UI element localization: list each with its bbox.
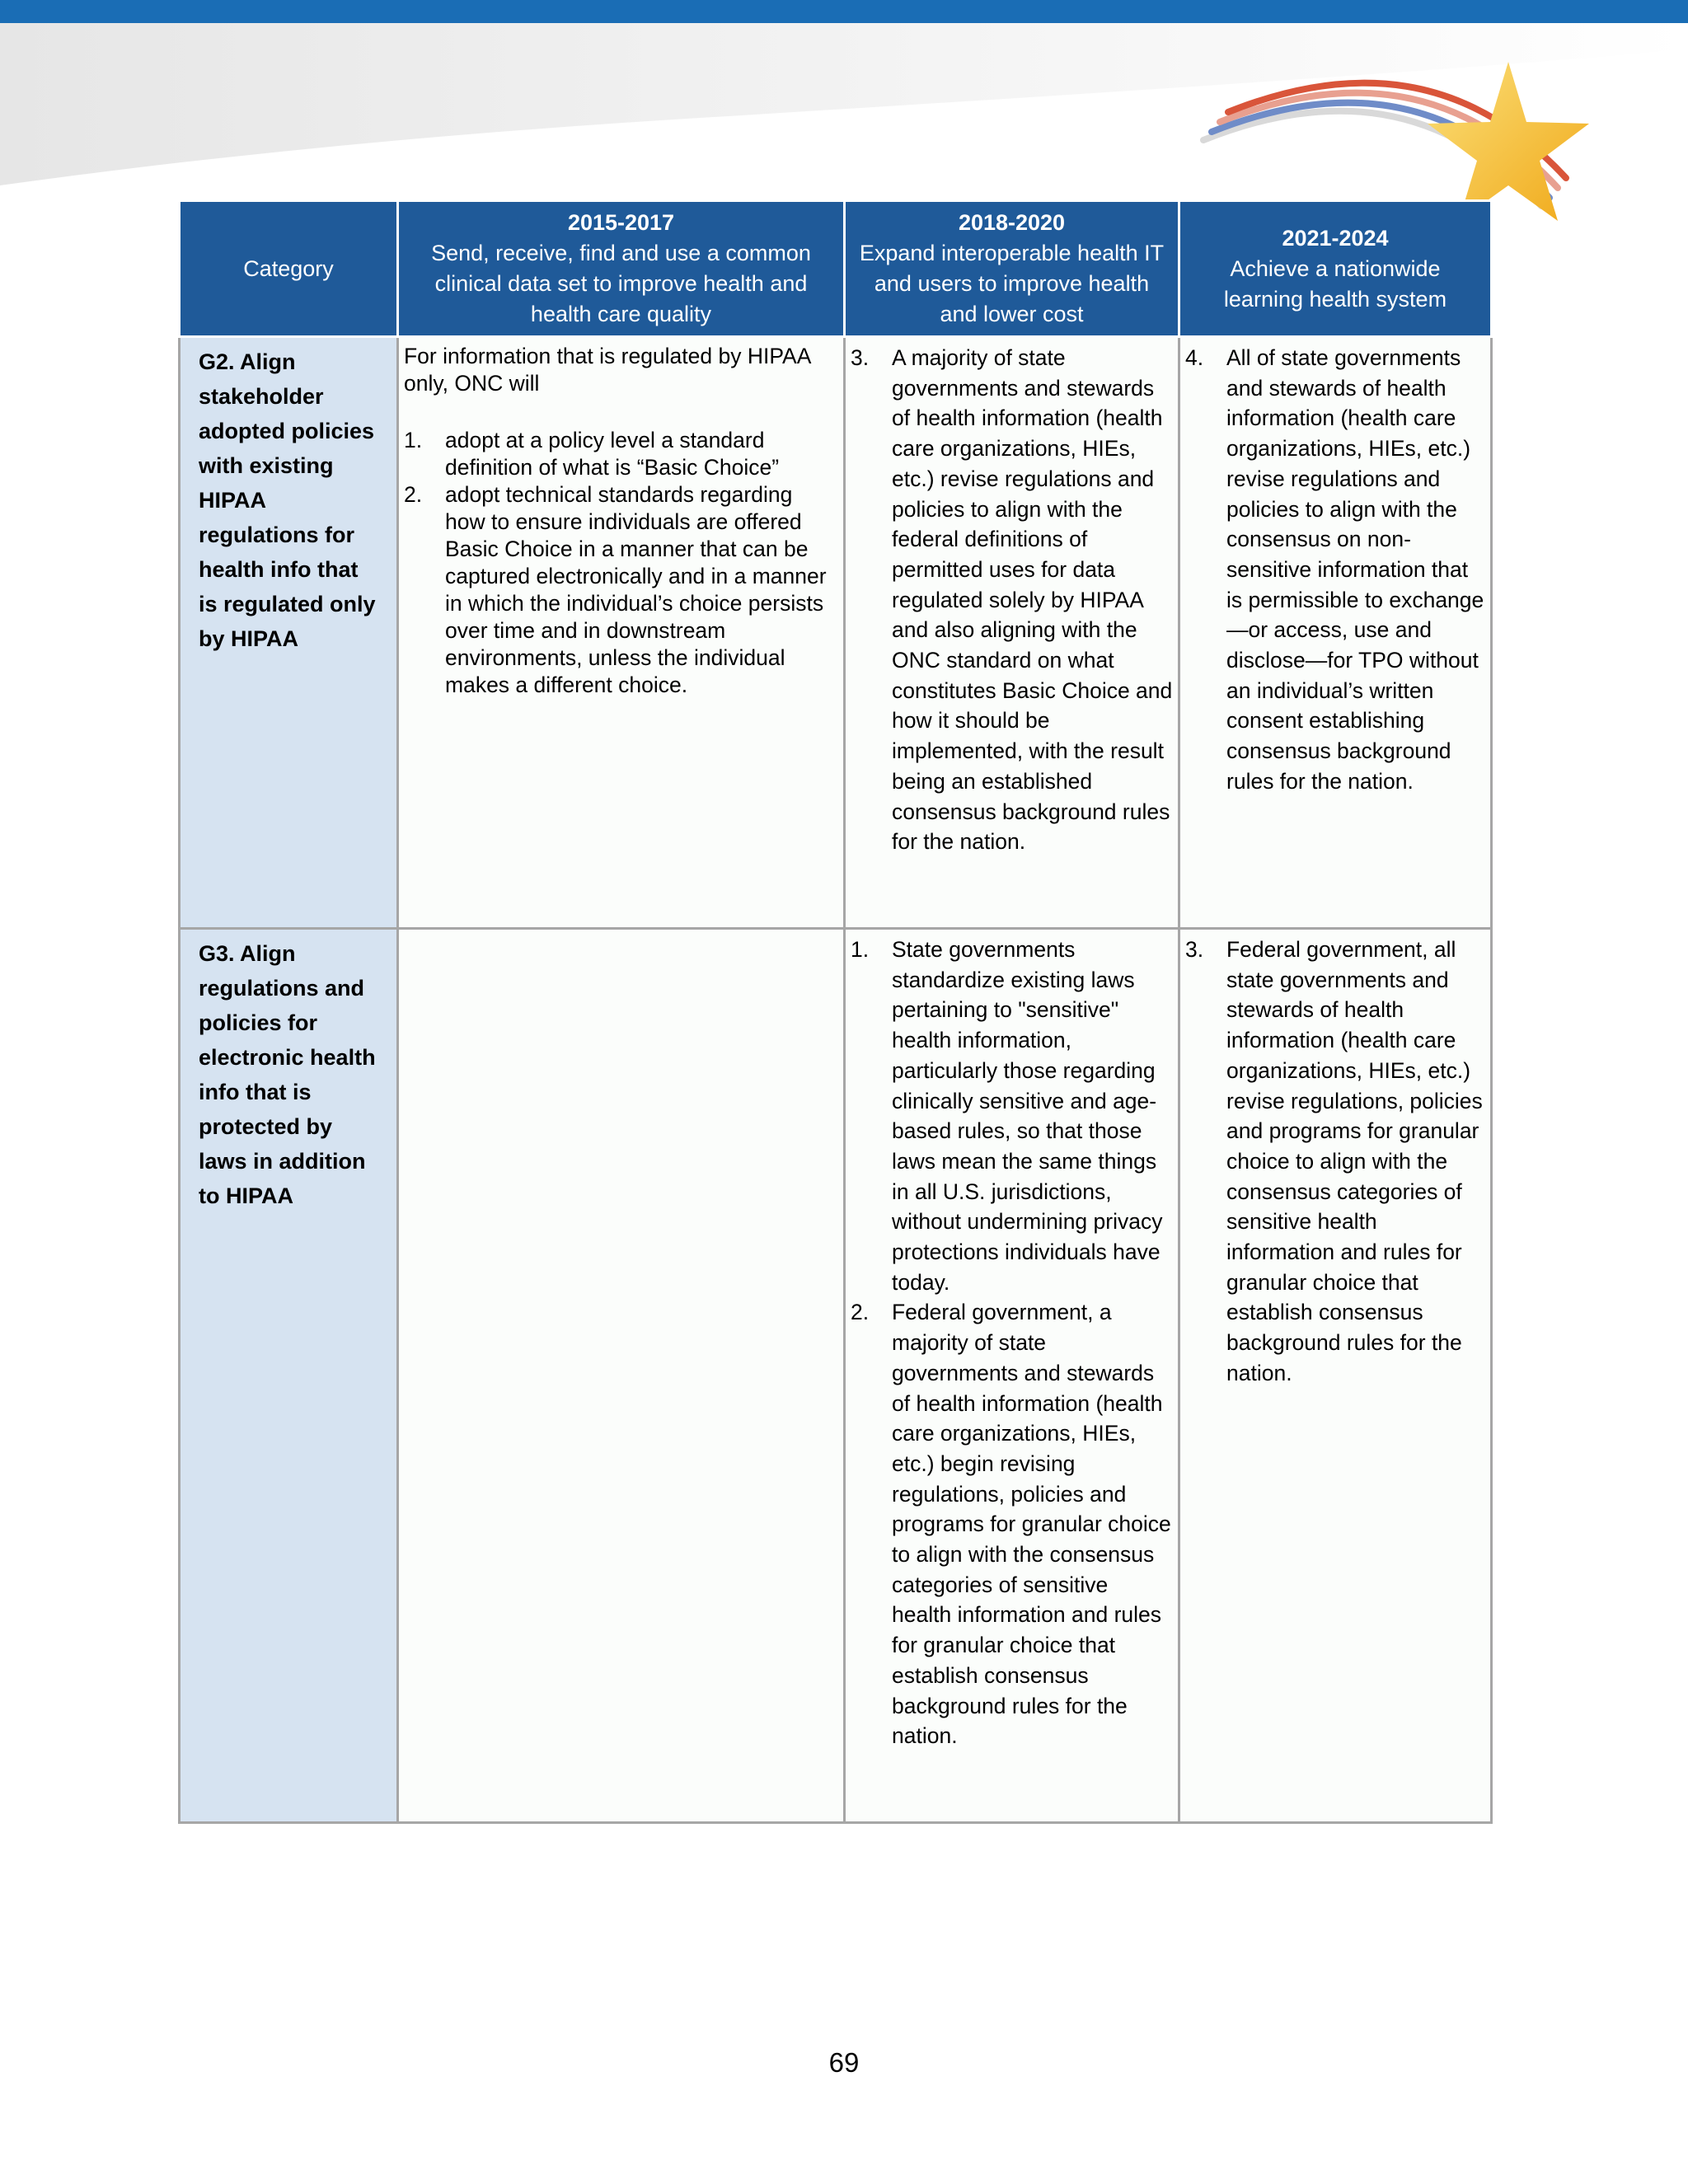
category-cell: G2. Align stakeholder adopted policies with existing HIPAA regulations for health info that is regulated only by HIPAA: [180, 337, 398, 929]
page-number: 69: [828, 2047, 860, 2078]
table-header-row: [180, 201, 1492, 337]
milestone-list: [404, 427, 838, 699]
cell-intro: For information that is regulated by HIPAA only, ONC will: [404, 344, 810, 396]
list-item: 3. Federal government, all state governments and stewards of health information (health care organizations, HIEs, etc.) revise regulations, policies and programs for granular choice to align with the consensus categories of sensitive health information and rules for granular choice that establish consensus background rules for the nation.: [1185, 937, 1483, 1385]
milestone-list: [1185, 343, 1485, 797]
header-goal: Achieve a nationwide learning health system: [1223, 255, 1447, 312]
milestone-list: [851, 935, 1173, 1751]
roadmap-table: [178, 199, 1493, 1824]
cell-2018-2020: [845, 929, 1179, 1823]
header-years: 2021-2024: [1282, 225, 1389, 251]
milestone-list: [851, 343, 1173, 857]
list-item: 1. State governments standardize existing laws pertaining to "sensitive" health information, particularly those regarding clinically sensitive and age-based rules, so that those laws mean the same things in all U.S. jurisdictions, without undermining privacy protections individuals have today.: [851, 937, 1163, 1295]
table-row-g3: [180, 929, 1492, 1823]
header-years: 2018-2020: [958, 210, 1066, 235]
header-goal: Send, receive, find and use a common clinical data set to improve health and health care quality: [431, 241, 811, 326]
header-category: Category: [180, 201, 398, 337]
cell-2018-2020: [845, 337, 1179, 929]
cell-2021-2024: [1179, 337, 1492, 929]
table-row-g2: [180, 337, 1492, 929]
cell-2015-2017: [398, 337, 845, 929]
cell-2021-2024: [1179, 929, 1492, 1823]
cell-2015-2017: [398, 929, 845, 1823]
list-item: 2. adopt technical standards regarding how to ensure individuals are offered Basic Choice in a manner that can be captured electronically and in a manner in which the individual’s choice persists over time and in downstream environments, unless the individual makes a different choice.: [404, 482, 827, 697]
header-years: 2015-2017: [567, 210, 675, 235]
list-item: 2. Federal government, a majority of state governments and stewards of health information (health care organizations, HIEs, etc.) begin revising regulations, policies and programs for granular choice to align with the consensus categories of sensitive health information and rules for granular choice that establish consensus background rules for the nation.: [851, 1300, 1171, 1749]
list-item: 4. All of state governments and stewards of health information (health care organizations, HIEs, etc.) revise regulations and policies to align with the consensus on non-sensitive information that is permissible to exchange—or access, use and disclose—for TPO without an individual’s written consent establishing consensus background rules for the nation.: [1185, 345, 1484, 794]
milestone-list: [1185, 935, 1485, 1389]
list-item: 3. A majority of state governments and stewards of health information (health care organizations, HIEs, etc.) revise regulations and policies to align with the federal definitions of permitted uses for data regulated solely by HIPAA and also aligning with the ONC standard on what constitutes Basic Choice and how it should be implemented, with the result being an established consensus background rules for the nation.: [851, 345, 1173, 855]
header-goal: Expand interoperable health IT and users to improve health and lower cost: [859, 241, 1165, 326]
header-2021-2024: [1179, 201, 1492, 337]
list-item: 1. adopt at a policy level a standard definition of what is “Basic Choice”: [404, 428, 780, 480]
star-icon: [1428, 62, 1589, 221]
header-2015-2017: [398, 201, 845, 337]
header-2018-2020: [845, 201, 1179, 337]
category-cell: G3. Align regulations and policies for electronic health info that is protected by laws in addition to HIPAA: [180, 929, 398, 1823]
